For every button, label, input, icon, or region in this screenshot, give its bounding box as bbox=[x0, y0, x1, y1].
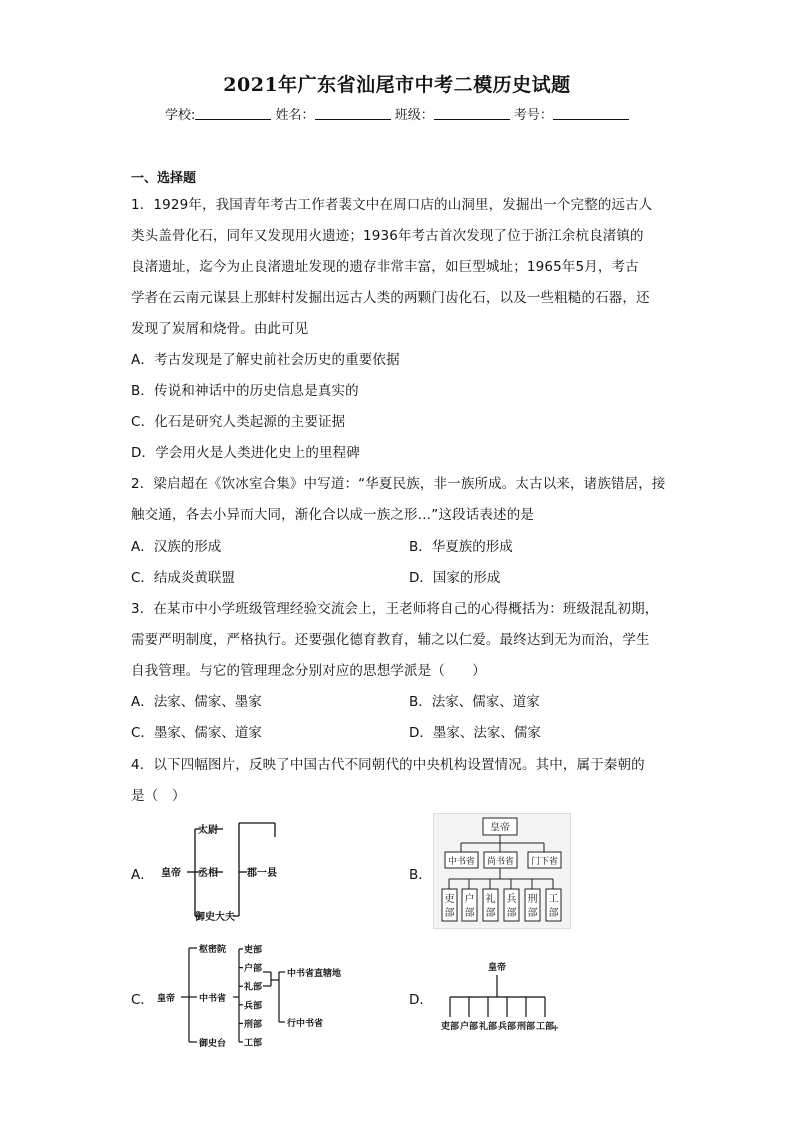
diagram-b-ministry: 部 bbox=[548, 908, 559, 919]
q1-option-a[interactable]: A．考古发现是了解史前社会历史的重要依据 bbox=[131, 352, 400, 368]
diagram-d-ministry: 刑部 bbox=[516, 1022, 536, 1032]
diagram-d-ministry: 礼部 bbox=[478, 1022, 498, 1032]
q1-option-c[interactable]: C．化石是研究人类起源的主要证据 bbox=[131, 414, 346, 430]
diagram-a-node: 御史大夫 bbox=[195, 912, 235, 923]
diagram-c-ministry: 工部 bbox=[244, 1038, 263, 1049]
q4-line: 4．以下四幅图片，反映了中国古代不同朝代的中央机构设置情况。其中，属于秦朝的 bbox=[131, 757, 645, 773]
diagram-b-ministry: 工 bbox=[548, 894, 559, 905]
diagram-c-ministry: 户部 bbox=[244, 964, 263, 975]
diagram-d-ministry: 吏部 bbox=[440, 1022, 460, 1032]
diagram-b-sheng: 门下省 bbox=[530, 857, 559, 867]
q3-line: 自我管理。与它的管理理念分别对应的思想学派是（ ） bbox=[131, 663, 486, 679]
q2-line: 触交通，各去小异而大同，渐化合以成一族之形…”这段话表述的是 bbox=[131, 507, 534, 523]
q4-line: 是（ ） bbox=[131, 788, 186, 804]
diagram-d-ministry: 工部 bbox=[535, 1022, 555, 1032]
q2-option-a[interactable]: A．汉族的形成 bbox=[131, 539, 222, 555]
diagram-b-ministry: 部 bbox=[527, 908, 538, 919]
diagram-c-root: 皇帝 bbox=[157, 994, 176, 1004]
diagram-c-right: 中书省直辖地 bbox=[287, 969, 342, 979]
diagram-d-root: 皇帝 bbox=[487, 963, 507, 973]
q1-line: 1．1929年，我国青年考古工作者裴文中在周口店的山洞里，发掘出一个完整的远古人 bbox=[131, 197, 653, 213]
diagram-a-tail: 郡一县 bbox=[247, 868, 277, 879]
class-label: 班级： bbox=[394, 108, 434, 123]
class-blank[interactable] bbox=[434, 107, 510, 120]
q3-option-a[interactable]: A．法家、儒家、墨家 bbox=[131, 694, 262, 710]
diagram-d-ministry: 户部 bbox=[459, 1022, 479, 1032]
q4-option-c-label[interactable]: C． bbox=[131, 992, 154, 1008]
diagram-c[interactable] bbox=[155, 938, 355, 1050]
q3-option-d[interactable]: D．墨家、法家、儒家 bbox=[409, 725, 541, 741]
diagram-d-mark: + bbox=[551, 1023, 560, 1034]
diagram-b-ministry: 刑 bbox=[527, 894, 538, 905]
q2-option-b[interactable]: B．华夏族的形成 bbox=[409, 539, 513, 555]
exam-title: 2021年广东省汕尾市中考二模历史试题 bbox=[223, 74, 571, 96]
q1-line: 学者在云南元谋县上那蚌村发掘出远古人类的两颗门齿化石，以及一些粗糙的石器，还 bbox=[131, 290, 650, 306]
section-heading: 一、选择题 bbox=[131, 171, 197, 186]
diagram-d-ministries bbox=[441, 1020, 554, 1032]
diagram-b-sheng: 中书省 bbox=[447, 857, 476, 867]
diagram-c-ministry: 礼部 bbox=[244, 982, 263, 993]
q4-option-a-label[interactable]: A． bbox=[131, 867, 154, 883]
diagram-b-sheng: 尚书省 bbox=[486, 857, 515, 867]
q1-line: 类头盖骨化石，同年又发现用火遗迹；1936年考古首次发现了位于浙江余杭良渚镇的 bbox=[131, 228, 644, 244]
diagram-c-node: 御史台 bbox=[199, 1039, 227, 1049]
diagram-b-ministry: 部 bbox=[444, 908, 455, 919]
q2-line: 2．梁启超在《饮冰室合集》中写道：“华夏民族，非一族所成。太古以来，诸族错居，接 bbox=[131, 476, 666, 492]
q3-line: 3．在某市中小学班级管理经验交流会上，王老师将自己的心得概括为：班级混乱初期， bbox=[131, 601, 659, 617]
q1-line: 发现了炭屑和烧骨。由此可见 bbox=[131, 321, 309, 337]
number-blank[interactable] bbox=[553, 107, 629, 120]
q2-option-d[interactable]: D．国家的形成 bbox=[409, 570, 501, 586]
diagram-b-ministry: 户 bbox=[464, 894, 475, 905]
diagram-a-node: 丞相 bbox=[198, 868, 218, 879]
name-blank[interactable] bbox=[315, 107, 391, 120]
diagram-c-ministry: 兵部 bbox=[244, 1001, 263, 1012]
q1-option-d[interactable]: D．学会用火是人类进化史上的里程碑 bbox=[131, 445, 360, 461]
diagram-b-root: 皇帝 bbox=[490, 822, 510, 834]
diagram-c-ministries bbox=[243, 944, 262, 1049]
school-label: 学校: bbox=[165, 108, 196, 123]
q3-line: 需要严明制度，严格执行。还要强化德育教育，辅之以仁爱。最终达到无为而治，学生 bbox=[131, 632, 650, 648]
diagram-d-ministry: 兵部 bbox=[497, 1022, 517, 1032]
q3-option-c[interactable]: C．墨家、儒家、道家 bbox=[131, 725, 262, 741]
q1-option-b[interactable]: B．传说和神话中的历史信息是真实的 bbox=[131, 383, 359, 399]
diagram-b-ministry: 部 bbox=[485, 908, 496, 919]
diagram-c-node: 枢密院 bbox=[199, 945, 227, 955]
diagram-b-ministry: 部 bbox=[464, 908, 475, 919]
q2-option-c[interactable]: C．结成炎黄联盟 bbox=[131, 570, 235, 586]
diagram-a-node: 太尉 bbox=[198, 825, 218, 836]
diagram-c-node: 中书省 bbox=[199, 994, 227, 1004]
name-label: 姓名： bbox=[275, 108, 315, 123]
q4-option-d-label[interactable]: D． bbox=[409, 992, 433, 1008]
q4-option-b-label[interactable]: B． bbox=[409, 867, 432, 883]
q1-line: 良渚遗址，迄今为止良渚遗址发现的遗存非常丰富，如巨型城址；1965年5月，考古 bbox=[131, 259, 639, 275]
number-label: 考号： bbox=[513, 108, 553, 123]
diagram-b-ministry: 部 bbox=[506, 908, 517, 919]
diagram-b[interactable] bbox=[433, 813, 571, 929]
student-info-row bbox=[165, 104, 629, 123]
diagram-c-right: 行中书省 bbox=[287, 1019, 324, 1029]
diagram-c-ministry: 刑部 bbox=[244, 1019, 263, 1030]
diagram-c-ministry: 吏部 bbox=[244, 945, 263, 956]
diagram-a-root: 皇帝 bbox=[161, 868, 181, 879]
q3-option-b[interactable]: B．法家、儒家、道家 bbox=[409, 694, 540, 710]
diagram-b-ministry: 吏 bbox=[444, 894, 455, 905]
school-blank[interactable] bbox=[195, 107, 271, 120]
diagram-d[interactable] bbox=[433, 955, 568, 1040]
diagram-b-ministry: 礼 bbox=[485, 894, 496, 905]
diagram-b-ministry: 兵 bbox=[506, 894, 517, 905]
diagram-a[interactable] bbox=[155, 815, 285, 925]
